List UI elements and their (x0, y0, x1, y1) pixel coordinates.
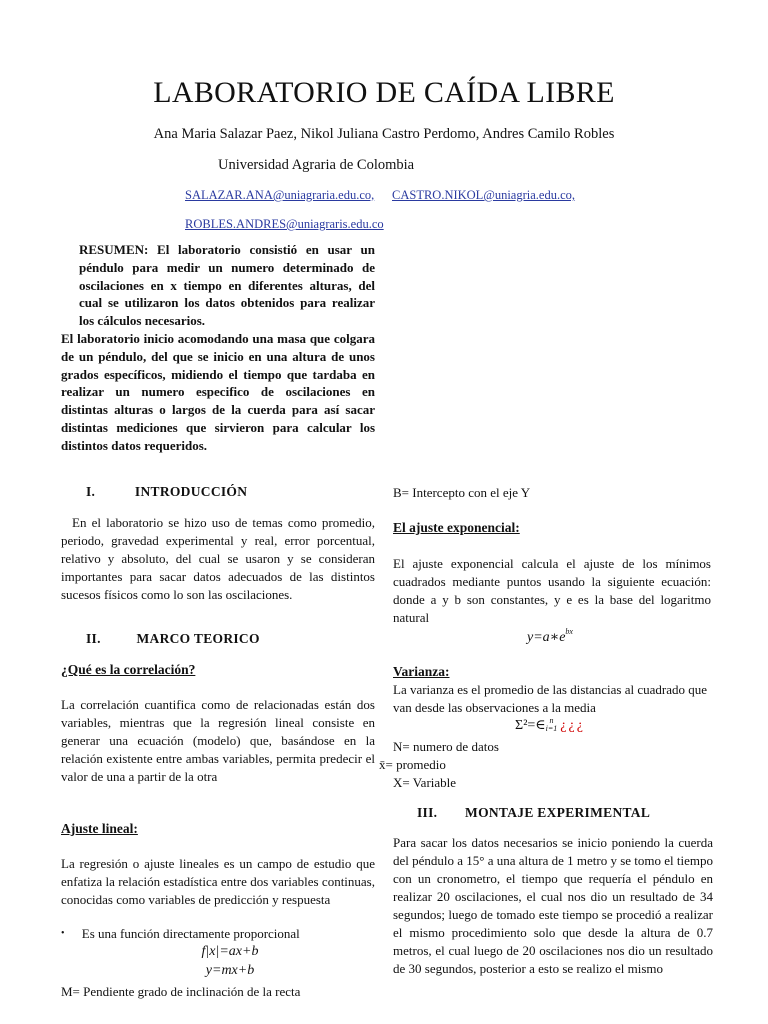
ajuste-lineal-paragraph: La regresión o ajuste lineales es un campo de estudio que enfatiza la relación estadística entre dos variables continuas, conocidas como variables de predicción y respuesta (61, 856, 375, 907)
paper-title: LABORATORIO DE CAÍDA LIBRE (153, 76, 615, 109)
equation-varianza-tail: ¿¿¿ (560, 718, 585, 733)
subheading-correlacion: ¿Qué es la correlación? (61, 662, 196, 677)
correlacion-paragraph: La correlación cuantifica como de relacionadas están dos variables, mientras que la regresión lineal consiste en generar una ecuación (modelo) que, basándose en la relación existente entre ambas variables, permita predecir el valor de una a partir de la otra (61, 697, 375, 784)
equation-varianza-sub: i=1 (545, 724, 558, 733)
section-heading-intro (86, 484, 247, 500)
abstract (61, 241, 375, 455)
bullet-text: Es una función directamente proporcional (81, 926, 300, 941)
abstract-paragraph: El laboratorio inicio acomodando una masa que colgara de un péndulo, del que se inicio en una altura de unos grados específicos, midiendo el tiempo que tardaba en realizar un numero especifico de oscilaciones en distintas alturas o largos de la cuerda para así sacar distintas mediciones que sirvieron para calcular los distintos datos requeridos. (61, 330, 375, 453)
email-link-robles[interactable]: ROBLES.ANDRES@uniagraris.edu.co (185, 217, 384, 231)
equation-linear: y=mx+b (205, 963, 255, 978)
bullet-item (61, 925, 300, 943)
equation-exponential-base: y=a∗e (527, 630, 566, 645)
b-definition: B= Intercepto con el eje Y (393, 485, 531, 500)
ajuste-exponencial-paragraph: El ajuste exponencial calcula el ajuste de los mínimos cuadrados mediante puntos usando la siguiente ecuación: donde a y b son constantes, y e es la base del logaritmo natural (393, 556, 711, 625)
equation-varianza-sup: n (549, 716, 554, 725)
equation-exponential (470, 627, 630, 646)
section-title: MONTAJE EXPERIMENTAL (465, 805, 651, 820)
equation-exponential-exponent: bx (565, 627, 573, 636)
n-definition: N= numero de datos (393, 739, 499, 754)
email-link-salazar[interactable]: SALAZAR.ANA@uniagraria.edu.co, (185, 188, 375, 202)
montaje-paragraph: Para sacar los datos necesarios se inicio poniendo la cuerda del péndulo a 15° a una altura de 1 metro y se tomo el tiempo con un cronometro, el tiempo que requería el péndulo en realizar 20 oscilaciones, el cual nos dio un resultado de 34 segundos; luego de tomado este tiempo se procedió a realizar el mismo procedimiento solo que desde la altura de 0.7 metros, el cual luego de 20 oscilaciones nos dio un resultado de 30 segundos, posterior a esto se realizo el mismo (393, 835, 713, 976)
section-number: I. (86, 484, 96, 499)
abstract-paragraph: RESUMEN: El laboratorio consistió en usar un péndulo para medir un numero determinado de oscilaciones en x tiempo en diferentes alturas, del cual se utilizaron los datos obtenidos para realizar los cálculos necesarios. (79, 242, 375, 329)
authors: Ana Maria Salazar Paez, Nikol Juliana Castro Perdomo, Andres Camilo Robles (153, 126, 615, 142)
email-link-castro[interactable]: CASTRO.NIKOL@uniagria.edu.co, (392, 188, 576, 202)
intro-paragraph: En el laboratorio se hizo uso de temas como promedio, periodo, gravedad experimental y real, error porcentual, relativo y absoluto, del cual se usaron y se consideran importantes para sacar datos adecuados de las distintos sucesos físicos como lo son las oscilaciones. (61, 515, 375, 602)
section-title: INTRODUCCIÓN (134, 484, 248, 499)
subheading-ajuste-lineal: Ajuste lineal: (61, 821, 138, 836)
subheading-varianza: Varianza: (393, 664, 450, 679)
equation-linear-function: f|x|=ax+b (201, 944, 259, 959)
varianza-paragraph: La varianza es el promedio de las distancias al cuadrado que van desde las observaciones a la media (393, 682, 708, 715)
m-definition: M= Pendiente grado de inclinación de la recta (61, 984, 301, 999)
subheading-ajuste-exponencial: El ajuste exponencial: (393, 520, 520, 535)
xbar-definition: x̄= promedio (379, 757, 446, 772)
section-heading-montaje (417, 805, 650, 821)
section-title: MARCO TEORICO (136, 631, 260, 646)
section-number: III. (417, 805, 438, 820)
equation-varianza (470, 717, 630, 734)
section-heading-marco (86, 631, 260, 647)
bullet-marker: • (61, 928, 65, 939)
section-number: II. (86, 631, 101, 646)
university: Universidad Agraria de Colombia (218, 157, 415, 173)
equation-varianza-main: Σ²=∈ (515, 718, 546, 733)
x-definition: X= Variable (393, 775, 457, 790)
